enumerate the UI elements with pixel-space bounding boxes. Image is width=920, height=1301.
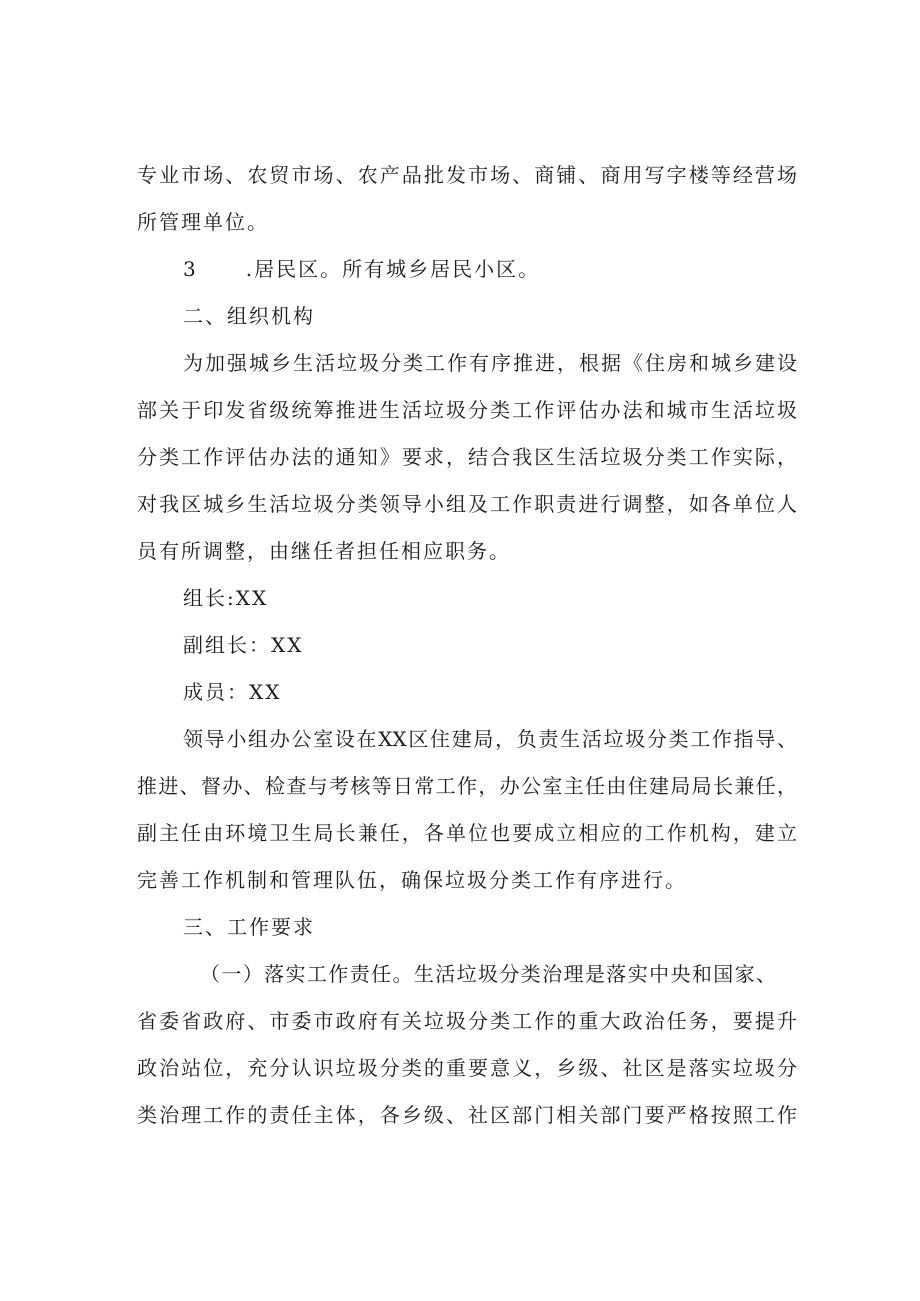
paragraph-line: 专业市场、农贸市场、农产品批发市场、商铺、商用写字楼等经营场 <box>137 163 797 187</box>
list-item-3 <box>183 255 843 283</box>
paragraph-line: 类治理工作的责任主体，各乡级、社区部门相关部门要严格按照工作 <box>137 1103 797 1127</box>
paragraph-line: 领导小组办公室设在XX区住建局，负责生活垃圾分类工作指导、 <box>183 727 797 751</box>
paragraph-line: 完善工作机制和管理队伍，确保垃圾分类工作有序进行。 <box>137 868 687 892</box>
paragraph-line: 副主任由环境卫生局长兼任，各单位也要成立相应的工作机构，建立 <box>137 821 797 845</box>
section-heading: 三、工作要求 <box>183 915 315 939</box>
section-heading: 二、组织机构 <box>183 304 315 328</box>
paragraph-line: 对我区城乡生活垃圾分类领导小组及工作职责进行调整，如各单位人 <box>137 492 797 516</box>
paragraph-line: 政治站位，充分认识垃圾分类的重要意义，乡级、社区是落实垃圾分 <box>137 1056 797 1080</box>
group-members: 成员：XX <box>183 680 282 704</box>
paragraph-line: 分类工作评估办法的通知》要求，结合我区生活垃圾分类工作实际， <box>137 445 797 469</box>
deputy-group-leader: 副组长：XX <box>183 633 304 657</box>
list-item-text: .居民区。所有城乡居民小区。 <box>245 257 541 281</box>
paragraph-line: 推进、督办、检查与考核等日常工作，办公室主任由住建局局长兼任， <box>137 774 797 798</box>
group-leader: 组长:XX <box>183 586 269 610</box>
paragraph-line: （一）落实工作责任。生活垃圾分类治理是落实中央和国家、 <box>200 962 776 986</box>
paragraph-line: 员有所调整，由继任者担任相应职务。 <box>137 539 511 563</box>
paragraph-line: 所管理单位。 <box>137 210 269 234</box>
paragraph-line: 为加强城乡生活垃圾分类工作有序推进，根据《住房和城乡建设 <box>183 351 797 375</box>
paragraph-line: 部关于印发省级统筹推进生活垃圾分类工作评估办法和城市生活垃圾 <box>137 398 797 422</box>
paragraph-line: 省委省政府、市委市政府有关垃圾分类工作的重大政治任务，要提升 <box>137 1009 797 1033</box>
list-item-number: 3 <box>183 257 198 281</box>
